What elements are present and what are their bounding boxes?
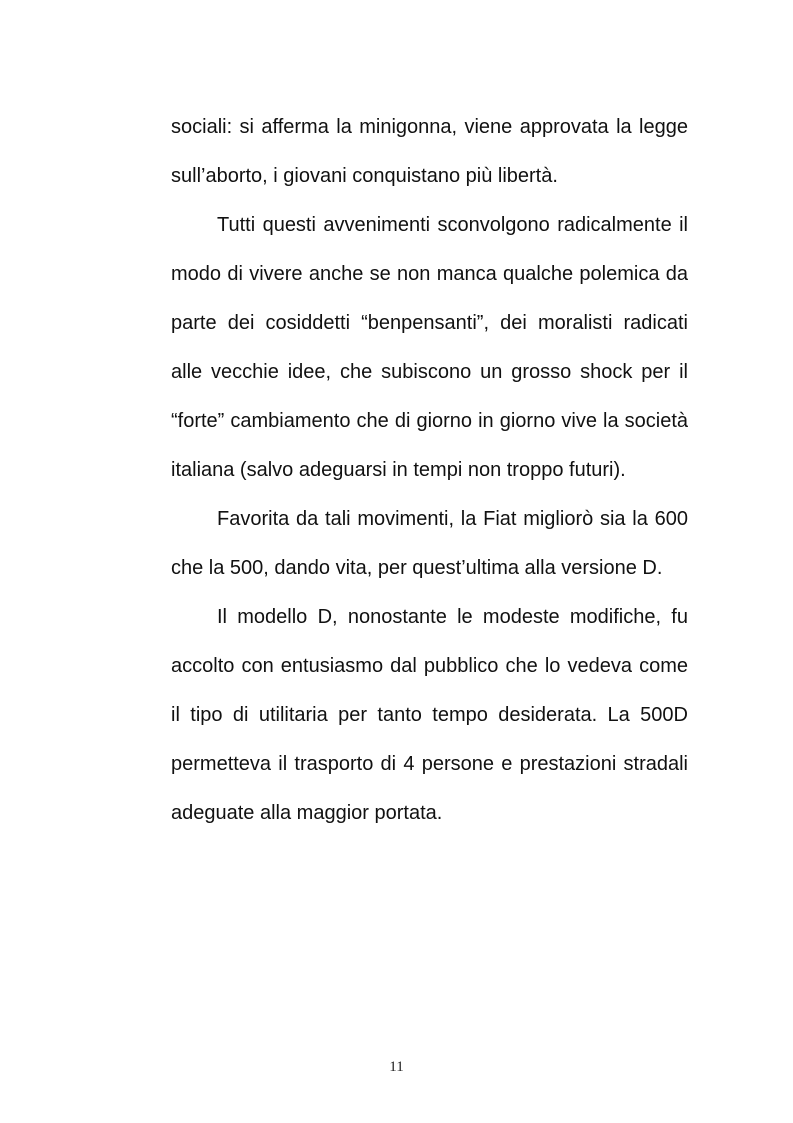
paragraph-fiat: Favorita da tali movimenti, la Fiat migliorò sia la 600 che la 500, dando vita, per quest’ultima alla versione D. [171, 508, 688, 579]
page-number: 11 [389, 1059, 404, 1075]
paragraph-events: Tutti questi avvenimenti sconvolgono radicalmente il modo di vivere anche se non manca qualche polemica da parte dei cosiddetti “benpensanti”, dei moralisti radicati alle vecchie idee, che subiscono un grosso shock per il “forte” cambiamento che di giorno in giorno vive la società italiana (salvo adeguarsi in tempi non troppo futuri). [171, 214, 688, 481]
paragraph-model-d: Il modello D, nonostante le modeste modifiche, fu accolto con entusiasmo dal pubblico che lo vedeva come il tipo di utilitaria per tanto tempo desiderata. La 500D permetteva il trasporto di 4 persone e prestazioni stradali adeguate alla maggior portata. [171, 606, 688, 824]
paragraph-continuation: sociali: si afferma la minigonna, viene approvata la legge sull’aborto, i giovani conquistano più libertà. [171, 116, 688, 187]
body-text [171, 103, 688, 838]
